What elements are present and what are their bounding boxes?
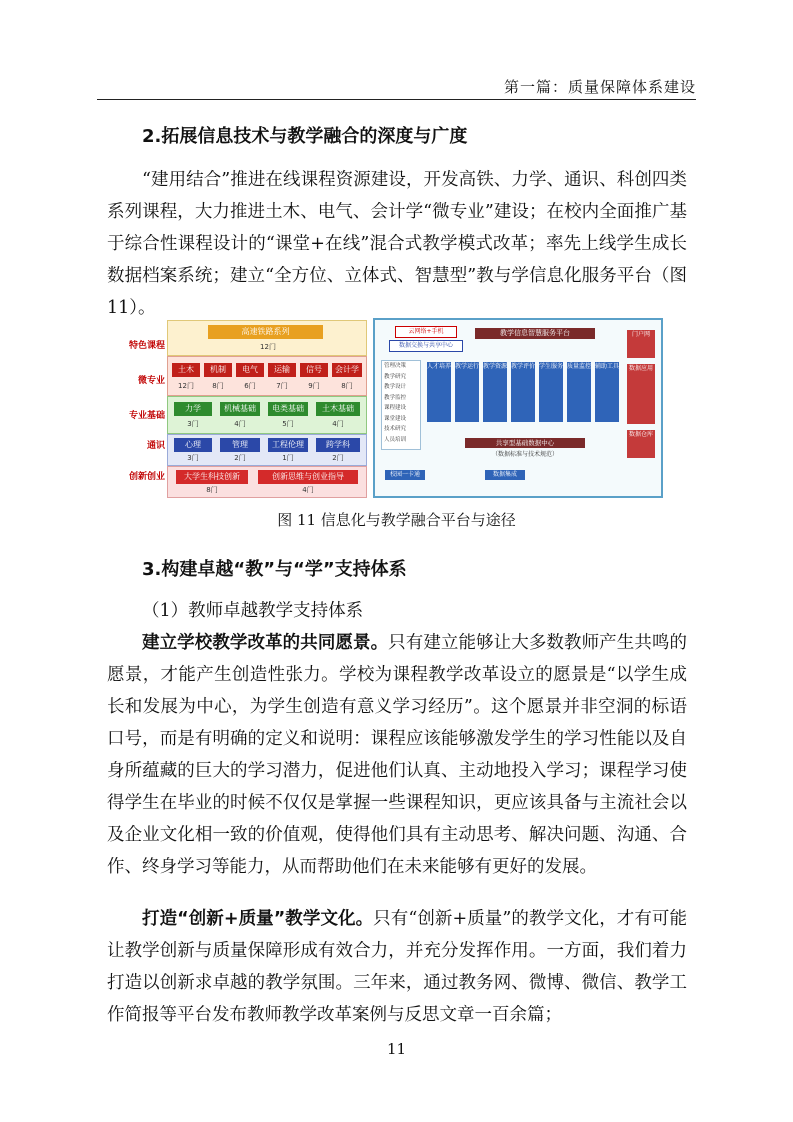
course-box: 运输 <box>268 363 296 377</box>
category-label: 特色课程 <box>128 341 165 351</box>
course-count: 6门 <box>244 382 256 390</box>
course-box: 机制 <box>204 363 232 377</box>
course-box: 力学 <box>174 402 212 416</box>
figure-left-course-system <box>120 318 365 498</box>
list-item: 技术研究 <box>384 426 407 432</box>
side-box: 数据应用 <box>627 364 655 424</box>
section-2-heading: 2.拓展信息技术与教学融合的深度与广度 <box>142 126 468 147</box>
course-count: 4门 <box>332 420 344 428</box>
module-box: 学生服务 <box>539 362 563 422</box>
figure-right-platform <box>373 318 663 498</box>
course-count: 8门 <box>206 486 218 494</box>
card-box: 校园一卡通 <box>385 470 425 480</box>
course-box: 心理 <box>174 438 212 452</box>
course-box: 土木基础 <box>316 402 360 416</box>
course-box: 土木 <box>172 363 200 377</box>
list-item: 教学设计 <box>384 384 407 390</box>
list-item: 教学研究 <box>384 373 407 380</box>
module-box: 教学评价 <box>511 362 535 422</box>
list-item: 课堂建设 <box>384 415 407 422</box>
band-general <box>167 434 367 466</box>
band-featured <box>167 320 367 356</box>
course-box: 创新思维与创业指导 <box>258 470 358 484</box>
list-item: 教学监控 <box>384 394 407 401</box>
list-item: 人员培训 <box>384 436 407 443</box>
module-box: 教学资源 <box>483 362 507 422</box>
course-count: 1门 <box>282 454 294 462</box>
course-count: 8门 <box>341 382 353 390</box>
module-box: 质量监控 <box>567 362 591 422</box>
paragraph-bold-lead: 打造“创新+质量”教学文化。 <box>142 909 374 929</box>
section-3-subheading: （1）教师卓越教学支持体系 <box>142 601 364 621</box>
integration-box: 数据集成 <box>485 470 525 480</box>
course-count: 4门 <box>234 420 246 428</box>
course-count: 7门 <box>276 382 288 390</box>
band-innovation <box>167 466 367 498</box>
course-box: 信号 <box>300 363 328 377</box>
page-header: 第一篇：质量保障体系建设 <box>503 78 696 96</box>
course-box: 管理 <box>220 438 260 452</box>
category-label: 通识 <box>146 441 165 451</box>
platform-box: 云网络+手机 <box>395 326 457 338</box>
course-count: 2门 <box>332 454 344 462</box>
course-box: 会计学 <box>332 363 362 377</box>
side-box: 数据仓库 <box>627 430 655 458</box>
course-count: 3门 <box>187 420 199 428</box>
course-box: 工程伦理 <box>268 438 308 452</box>
category-label: 专业基础 <box>128 411 165 421</box>
course-count: 4门 <box>302 486 314 494</box>
course-box: 机械基础 <box>220 402 260 416</box>
category-label: 创新创业 <box>128 472 165 482</box>
module-box: 辅助工具 <box>595 362 619 422</box>
section-3-paragraph-2 <box>107 903 687 1031</box>
module-box: 教学运行 <box>455 362 479 422</box>
paragraph-bold-lead: 建立学校教学改革的共同愿景。 <box>142 633 389 653</box>
course-box: 大学生科技创新 <box>176 470 248 484</box>
course-count: 8门 <box>212 382 224 390</box>
course-count: 2门 <box>234 454 246 462</box>
platform-box: 数据交换与共享中心 <box>389 340 463 352</box>
band-fundamentals <box>167 396 367 434</box>
data-center-box: 共享型基础数据中心 <box>465 438 585 448</box>
page-number: 11 <box>386 1040 407 1058</box>
list-item: 管理决策 <box>384 363 407 369</box>
section-3-heading: 3.构建卓越“教”与“学”支持体系 <box>142 559 407 580</box>
course-count: 3门 <box>187 454 199 462</box>
left-list <box>381 360 421 450</box>
paragraph-text: 只有建立能够让大多数教师产生共鸣的愿景，才能产生创造性张力。学校为课程教学改革设立的愿景是“以学生成长和发展为中心，为学生创造有意义学习经历”。这个愿景并非空洞的标语口号，而是有明确的定义和说明：课程应该能够激发学生的学习性能以及自身所蕴藏的巨大的学习潜力，促进他们认真、主动地投入学习；课程学习使得学生在毕业的时候不仅仅是掌握一些课程知识，更应该具备与主流社会以及企业文化相一致的价值观，使得他们具有主动思考、解决问题、沟通、合作、终身学习等能力，从而帮助他们在未来能够有更好的发展。 <box>107 633 688 877</box>
band-micro-major <box>167 356 367 396</box>
platform-title: 教学信息智慧服务平台 <box>475 328 595 339</box>
course-box: 高速铁路系列 <box>208 325 323 339</box>
category-label: 微专业 <box>137 376 165 386</box>
section-2-paragraph <box>107 164 687 324</box>
course-box: 跨学科 <box>316 438 360 452</box>
course-box: 电类基础 <box>268 402 308 416</box>
data-center-sub: （数据标准与技术规范） <box>491 451 558 458</box>
module-box: 人才培养 <box>427 362 451 422</box>
side-box: 门户网 <box>627 330 655 358</box>
course-box: 电气 <box>236 363 264 377</box>
course-count: 9门 <box>308 382 320 390</box>
section-2-text: “建用结合”推进在线课程资源建设，开发高铁、力学、通识、科创四类系列课程，大力推进土木、电气、会计学“微专业”建设；在校内全面推广基于综合性课程设计的“课堂+在线”混合式教学模式改革；率先上线学生成长数据档案系统；建立“全方位、立体式、智慧型”教与学信息化服务平台（图 11）。 <box>107 170 687 318</box>
course-count: 12门 <box>260 343 276 351</box>
paragraph-text: 只有“创新+质量”的教学文化，才有可能让教学创新与质量保障形成有效合力，并充分发挥作用。一方面，我们着力打造以创新求卓越的教学氛围。三年来，通过教务网、微博、微信、教学工作简报等平台发布教师教学改革案例与反思文章一百余篇； <box>107 909 688 1025</box>
figure-caption: 图 11 信息化与教学融合平台与途径 <box>277 511 516 529</box>
list-item: 课程建设 <box>384 405 407 411</box>
section-3-paragraph-1 <box>107 627 687 883</box>
course-count: 5门 <box>282 420 294 428</box>
header-rule <box>97 99 696 100</box>
course-count: 12门 <box>178 382 194 390</box>
